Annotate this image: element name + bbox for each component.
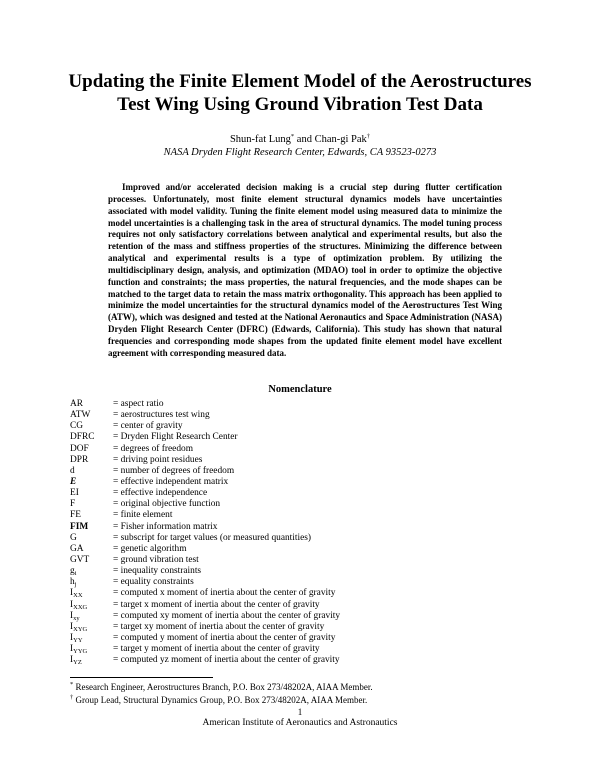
author-1: Shun-fat Lung — [229, 134, 291, 145]
nomenclature-item — [70, 633, 550, 644]
symbol-main: F — [70, 499, 76, 510]
nomenclature-item — [70, 455, 550, 466]
nomenclature-symbol — [70, 499, 75, 510]
nomenclature-item — [70, 432, 550, 443]
nomenclature-definition: = equality constraints — [113, 577, 194, 588]
symbol-subscript: j — [74, 581, 77, 589]
nomenclature-symbol — [70, 633, 83, 644]
nomenclature-symbol — [70, 644, 87, 655]
symbol-subscript: XYG — [73, 625, 88, 633]
nomenclature-item — [70, 533, 550, 544]
nomenclature-symbol — [70, 544, 84, 555]
author-2: and Chan-gi Pak — [294, 134, 367, 145]
symbol-main: CG — [70, 421, 84, 432]
symbol-main: h — [70, 577, 75, 588]
nomenclature-definition: = computed y moment of inertia about the center of gravity — [113, 632, 336, 643]
symbol-subscript: XXG — [73, 603, 88, 611]
symbol-main: AR — [70, 399, 84, 409]
footnote-2-text: Group Lead, Structural Dynamics Group, P.O. Box 273/48202A, AIAA Member. — [73, 695, 368, 705]
symbol-subscript: i — [74, 570, 77, 578]
footer-organization: American Institute of Aeronautics and Astronautics — [202, 718, 398, 728]
footnote-1-text: Research Engineer, Aerostructures Branch, P.O. Box 273/48202A, AIAA Member. — [73, 682, 373, 692]
symbol-main: I — [70, 632, 74, 643]
nomenclature-item — [70, 588, 550, 599]
symbol-subscript: YZ — [73, 659, 82, 667]
nomenclature-symbol — [70, 533, 77, 544]
nomenclature-symbol — [70, 510, 81, 521]
nomenclature-definition: = degrees of freedom — [113, 443, 193, 454]
nomenclature-definition: = target x moment of inertia about the center of gravity — [113, 599, 320, 610]
symbol-main: I — [70, 644, 74, 655]
nomenclature-definition: = aspect ratio — [113, 399, 164, 409]
nomenclature-definition: = Fisher information matrix — [113, 521, 218, 532]
nomenclature-symbol — [70, 577, 77, 588]
nomenclature-item — [70, 477, 550, 488]
page-number: 1 — [297, 707, 303, 717]
footnote-2-mark: † — [70, 694, 74, 701]
symbol-main: EI — [70, 488, 79, 499]
nomenclature-item — [70, 555, 550, 566]
nomenclature-symbol — [70, 410, 90, 421]
nomenclature-definition: = driving point residues — [113, 454, 203, 465]
nomenclature-symbol — [70, 432, 95, 443]
nomenclature-definition: = ground vibration test — [113, 554, 199, 565]
nomenclature-item — [70, 600, 550, 611]
nomenclature-symbol — [70, 466, 75, 477]
footnote-1-mark: * — [70, 681, 74, 688]
nomenclature-item — [70, 488, 550, 499]
nomenclature-item — [70, 510, 550, 521]
symbol-main: ATW — [70, 410, 91, 421]
paper-title — [40, 70, 560, 116]
nomenclature-definition: = target y moment of inertia about the center of gravity — [113, 644, 320, 655]
footnote-2 — [70, 695, 530, 706]
nomenclature-definition: = Dryden Flight Research Center — [113, 432, 238, 443]
nomenclature-definition: = finite element — [113, 510, 173, 521]
nomenclature-list — [70, 399, 550, 666]
nomenclature-symbol — [70, 477, 76, 488]
nomenclature-definition: = original objective function — [113, 499, 221, 510]
nomenclature-definition: = number of degrees of freedom — [113, 465, 235, 476]
nomenclature-symbol — [70, 566, 77, 577]
symbol-main: I — [70, 655, 74, 666]
symbol-main: E — [70, 476, 77, 487]
nomenclature-item — [70, 622, 550, 633]
nomenclature-definition: = center of gravity — [113, 421, 183, 432]
nomenclature-definition: = inequality constraints — [113, 566, 202, 577]
symbol-main: DFRC — [70, 432, 95, 443]
symbol-main: DOF — [70, 443, 89, 454]
nomenclature-item — [70, 544, 550, 555]
nomenclature-item — [70, 399, 550, 410]
symbol-main: I — [70, 588, 74, 599]
nomenclature-definition: = effective independence — [113, 488, 208, 499]
symbol-main: FE — [70, 510, 81, 521]
nomenclature-item — [70, 466, 550, 477]
nomenclature-definition: = aerostructures test wing — [113, 410, 210, 421]
symbol-subscript: XX — [73, 592, 83, 600]
symbol-subscript: YYG — [73, 648, 88, 656]
symbol-main: G — [70, 532, 77, 543]
nomenclature-definition: = computed yz moment of inertia about the center of gravity — [113, 655, 340, 666]
nomenclature-symbol — [70, 455, 88, 466]
symbol-main: GVT — [70, 554, 90, 565]
nomenclature-item — [70, 611, 550, 622]
nomenclature-symbol — [70, 611, 80, 622]
nomenclature-symbol — [70, 421, 83, 432]
nomenclature-item — [70, 655, 550, 666]
symbol-main: I — [70, 599, 74, 610]
nomenclature-item — [70, 522, 550, 533]
nomenclature-item — [70, 644, 550, 655]
nomenclature-definition: = subscript for target values (or measured quantities) — [113, 532, 312, 543]
nomenclature-item — [70, 421, 550, 432]
footnote-rule — [70, 677, 213, 678]
abstract: Improved and/or accelerated decision making is a crucial step during flutter certification processes. Unfortunately, most finite element structural dynamics models have uncertainties associated with model validity. Tuning the finite element model using measured data to minimize the model uncertainties is a challenging task in the area of structural dynamics. The model tuning process requires not only satisfactory correlations between analytical and experimental results, but also the retention of the mass and stiffness properties of the structures. Minimizing the difference between analytical and experimental results is a type of optimization problem. By utilizing the multidisciplinary design, analysis, and optimization (MDAO) tool in order to optimize the objective function and constraints; the mass properties, the natural frequencies, and the mode shapes can be matched to the target data to retain the mass matrix orthogonality. This approach has been applied to minimize the model uncertainties for the structural dynamics model of the Aerostructures Test Wing (ATW), which was designed and tested at the National Aeronautics and Space Administration (NASA) Dryden Flight Research Center (DFRC) (Edwards, California). This study has shown that natural frequencies and corresponding mode shapes from the updated finite element model have excellent agreement with corresponding measured data. — [108, 182, 502, 358]
nomenclature-symbol — [70, 555, 89, 566]
symbol-main: I — [70, 621, 74, 632]
nomenclature-symbol — [70, 622, 87, 633]
nomenclature-symbol — [70, 488, 79, 499]
nomenclature-definition: = computed x moment of inertia about the center of gravity — [113, 588, 336, 599]
nomenclature-item — [70, 577, 550, 588]
nomenclature-heading: Nomenclature — [268, 384, 332, 395]
symbol-main: g — [70, 566, 75, 577]
nomenclature-symbol — [70, 522, 88, 533]
nomenclature-symbol — [70, 399, 83, 410]
nomenclature-definition: = target xy moment of inertia about the center of gravity — [113, 621, 325, 632]
nomenclature-definition: = effective independent matrix — [113, 476, 229, 487]
affiliation: NASA Dryden Flight Research Center, Edwards, CA 93523-0273 — [163, 147, 437, 158]
nomenclature-definition: = computed xy moment of inertia about the center of gravity — [113, 610, 341, 621]
symbol-main: FIM — [70, 521, 89, 532]
symbol-main: GA — [70, 543, 84, 554]
nomenclature-symbol — [70, 444, 89, 455]
author-2-mark: † — [366, 133, 371, 140]
symbol-subscript: YY — [73, 636, 83, 644]
symbol-main: I — [70, 610, 74, 621]
title-line-1: Updating the Finite Element Model of the Aerostructures — [68, 71, 532, 92]
nomenclature-item — [70, 566, 550, 577]
author-1-mark: * — [290, 133, 295, 140]
nomenclature-item — [70, 499, 550, 510]
title-line-2: Test Wing Using Ground Vibration Test Data — [117, 94, 483, 115]
nomenclature-symbol — [70, 588, 83, 599]
nomenclature-symbol — [70, 655, 82, 666]
symbol-main: DPR — [70, 454, 89, 465]
symbol-subscript: xy — [73, 614, 80, 622]
nomenclature-item — [70, 410, 550, 421]
symbol-main: d — [70, 465, 75, 476]
nomenclature-item — [70, 444, 550, 455]
footnote-1 — [70, 682, 530, 693]
nomenclature-symbol — [70, 600, 87, 611]
author-line — [40, 133, 560, 146]
nomenclature-definition: = genetic algorithm — [113, 543, 187, 554]
